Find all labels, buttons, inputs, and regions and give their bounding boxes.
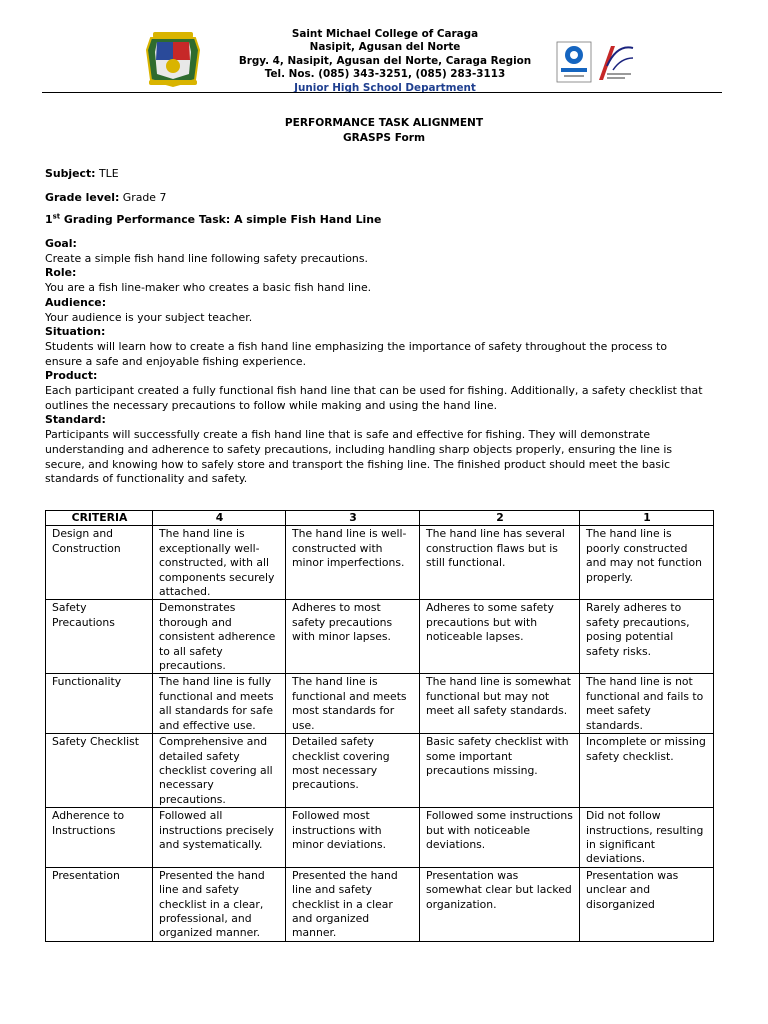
score-1-cell: The hand line is not functional and fails to meet safety standards. — [580, 674, 714, 734]
table-row — [46, 526, 714, 600]
score-4-cell: Followed all instructions precisely and systematically. — [153, 808, 286, 868]
score-4-cell: Demonstrates thorough and consistent adherence to all safety precautions. — [153, 600, 286, 674]
rubric-header-score-4: 4 — [153, 511, 286, 526]
score-1-cell: Did not follow instructions, resulting in significant deviations. — [580, 808, 714, 868]
score-2-cell: Basic safety checklist with some important precautions missing. — [420, 734, 580, 808]
product-text-1: Each participant created a fully functional fish hand line that can be used for fishing. Additionally, a safety checklist that — [45, 384, 703, 398]
score-4-cell: Presented the hand line and safety checklist in a clear, professional, and organized manner. — [153, 867, 286, 941]
rubric-header-score-3: 3 — [286, 511, 420, 526]
rubric-header-score-1: 1 — [580, 511, 714, 526]
role-text: You are a fish line-maker who creates a basic fish hand line. — [45, 281, 372, 295]
school-town: Nasipit, Agusan del Norte — [309, 41, 461, 54]
score-2-cell: The hand line is somewhat functional but may not meet all safety standards. — [420, 674, 580, 734]
score-4-cell: The hand line is exceptionally well-constructed, with all components securely attached. — [153, 526, 286, 600]
school-seal-logo — [143, 30, 203, 88]
standard-text-4: standards of functionality and safety. — [45, 472, 248, 486]
criteria-cell: Safety Checklist — [46, 734, 153, 808]
score-3-cell: The hand line is well-constructed with minor imperfections. — [286, 526, 420, 600]
goal-text: Create a simple fish hand line following safety precautions. — [45, 251, 368, 265]
subject-label: Subject: — [45, 167, 96, 180]
task-ordinal: 1 — [45, 213, 53, 226]
grade-level-line — [45, 191, 725, 206]
school-name: Saint Michael College of Caraga — [291, 28, 479, 40]
table-row — [46, 867, 714, 941]
score-3-cell: Followed most instructions with minor deviations. — [286, 808, 420, 868]
performance-task-line — [45, 213, 725, 228]
role-label: Role: — [45, 266, 77, 280]
standard-text-3: secure, and knowing how to safely store and transport the fishing line. The finished product should meet the basic — [45, 457, 671, 471]
product-label: Product: — [45, 369, 98, 383]
criteria-cell: Presentation — [46, 867, 153, 941]
criteria-cell: Functionality — [46, 674, 153, 734]
school-telephone: Tel. Nos. (085) 343-3251, (085) 283-3113 — [264, 68, 506, 81]
situation-text-1: Students will learn how to create a fish hand line emphasizing the importance of safety throughout the process to — [45, 339, 668, 353]
title-line-1: PERFORMANCE TASK ALIGNMENT — [284, 117, 484, 129]
grade-level-label: Grade level: — [45, 191, 120, 204]
audience-label: Audience: — [45, 295, 107, 309]
standard-label: Standard: — [45, 413, 106, 427]
audience-text: Your audience is your subject teacher. — [45, 310, 253, 324]
table-row — [46, 808, 714, 868]
score-1-cell: Rarely adheres to safety precautions, posing potential safety risks. — [580, 600, 714, 674]
score-2-cell: Followed some instructions but with noticeable deviations. — [420, 808, 580, 868]
subject-line — [45, 167, 725, 182]
score-2-cell: Presentation was somewhat clear but lacked organization. — [420, 867, 580, 941]
score-4-cell: Comprehensive and detailed safety checklist covering all necessary precautions. — [153, 734, 286, 808]
document-title — [0, 116, 768, 146]
goal-label: Goal: — [45, 237, 77, 250]
score-1-cell: The hand line is poorly constructed and may not function properly. — [580, 526, 714, 600]
grasps-section — [45, 237, 725, 487]
school-header — [230, 28, 540, 95]
rubric-header-criteria: CRITERIA — [46, 511, 153, 526]
situation-label: Situation: — [45, 325, 106, 339]
score-1-cell: Presentation was unclear and disorganized — [580, 867, 714, 941]
score-3-cell: The hand line is functional and meets most standards for use. — [286, 674, 420, 734]
score-3-cell: Presented the hand line and safety checklist in a clear and organized manner. — [286, 867, 420, 941]
product-text-2: outlines the necessary precautions to follow while making and using the hand line. — [45, 398, 498, 412]
department-name: Junior High School Department — [294, 81, 476, 94]
score-3-cell: Adheres to most safety precautions with minor lapses. — [286, 600, 420, 674]
title-line-2: GRASPS Form — [342, 132, 426, 144]
task-ordinal-suffix: st — [52, 212, 61, 221]
score-2-cell: Adheres to some safety precautions but with noticeable lapses. — [420, 600, 580, 674]
rubric-header-score-2: 2 — [420, 511, 580, 526]
situation-text-2: ensure a safe and enjoyable fishing experience. — [45, 354, 307, 368]
header-divider — [42, 92, 722, 93]
certification-logos — [555, 40, 635, 84]
grade-level-value: Grade 7 — [119, 191, 167, 204]
standard-text-1: Participants will successfully create a fish hand line that is safe and effective for fishing. They will demonstrate — [45, 428, 651, 442]
performance-task-title — [45, 213, 381, 226]
iab-accreditation-logo — [599, 46, 633, 80]
table-row — [46, 734, 714, 808]
rubric-header-row — [46, 511, 714, 526]
criteria-cell: Safety Precautions — [46, 600, 153, 674]
table-row — [46, 674, 714, 734]
school-address: Brgy. 4, Nasipit, Agusan del Norte, Caraga Region — [238, 54, 532, 67]
score-4-cell: The hand line is fully functional and meets all standards for safe and effective use. — [153, 674, 286, 734]
score-2-cell: The hand line has several construction flaws but is still functional. — [420, 526, 580, 600]
subject-value: TLE — [95, 167, 119, 180]
criteria-cell: Adherence to Instructions — [46, 808, 153, 868]
task-name: Grading Performance Task: A simple Fish Hand Line — [60, 213, 382, 226]
score-1-cell: Incomplete or missing safety checklist. — [580, 734, 714, 808]
table-row — [46, 600, 714, 674]
socotec-iso-logo — [557, 42, 591, 82]
rubric-table — [45, 510, 714, 942]
criteria-cell: Design and Construction — [46, 526, 153, 600]
score-3-cell: Detailed safety checklist covering most necessary precautions. — [286, 734, 420, 808]
standard-text-2: understanding and adherence to safety precautions, including handling sharp objects properly, ensuring the line is — [45, 442, 673, 456]
